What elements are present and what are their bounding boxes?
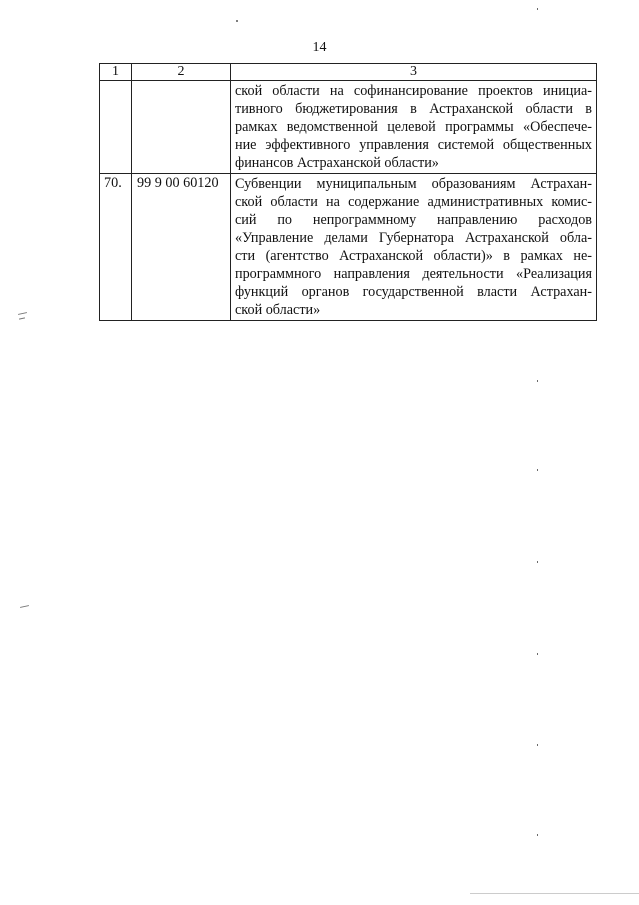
scan-edge-mark [20, 605, 29, 608]
scan-speck [537, 8, 538, 10]
table-row [100, 81, 597, 174]
budget-code [132, 81, 231, 174]
scan-speck [537, 744, 538, 746]
description-line: ской области на софинансирование проектов инициа- [235, 83, 592, 99]
column-header-1: 1 [100, 64, 132, 81]
scan-edge-mark [18, 312, 27, 315]
scan-speck [236, 20, 238, 22]
table-row [100, 174, 597, 321]
scan-speck [537, 561, 538, 563]
table-header-row [100, 64, 597, 81]
budget-code: 99 9 00 60120 [132, 174, 231, 321]
description-line: программного направления деятельности «Реализация [235, 266, 592, 282]
description-line: тивного бюджетирования в Астраханской области в [235, 101, 592, 117]
budget-classification-table [99, 63, 597, 321]
row-number [100, 81, 132, 174]
description-line: сти (агентство Астраханской области)» в рамках не- [235, 248, 592, 264]
scan-speck [537, 469, 538, 471]
description-line: финансов Астраханской области» [235, 155, 439, 171]
column-header-3: 3 [231, 64, 597, 81]
description-line: ской области на содержание административных комис- [235, 194, 592, 210]
expense-description [231, 174, 597, 321]
description-line: сий по непрограммному направлению расходов [235, 212, 592, 228]
page-number: 14 [312, 40, 327, 55]
row-number: 70. [100, 174, 132, 321]
scan-bottom-edge [470, 893, 639, 894]
description-line: рамках ведомственной целевой программы «Обеспече- [235, 119, 592, 135]
scan-edge-mark [19, 317, 25, 319]
scan-speck [537, 653, 538, 655]
expense-description [231, 81, 597, 174]
description-line: Субвенции муниципальным образованиям Астрахан- [235, 176, 592, 192]
description-line: ние эффективного управления системой общественных [235, 137, 592, 153]
scan-speck [537, 834, 538, 836]
column-header-2: 2 [132, 64, 231, 81]
description-line: «Управление делами Губернатора Астраханской обла- [235, 230, 592, 246]
scan-speck [537, 380, 538, 382]
description-line: функций органов государственной власти Астрахан- [235, 284, 592, 300]
description-line: ской области» [235, 302, 321, 318]
